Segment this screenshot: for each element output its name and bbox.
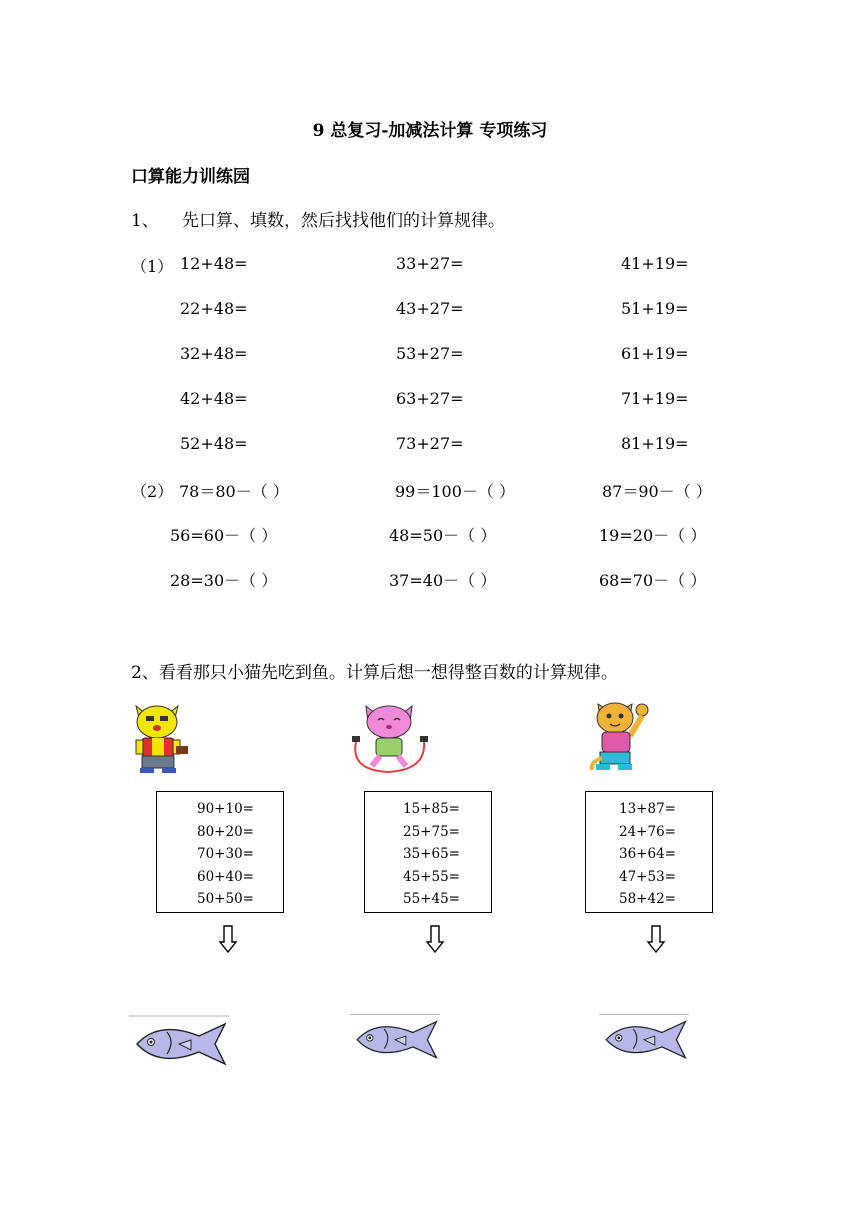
equation: 63+27= xyxy=(396,389,464,408)
equation: 52+48= xyxy=(180,434,248,453)
equation: 15+85= xyxy=(403,801,460,817)
fill-blank[interactable]: 19=20－（ ） xyxy=(599,526,707,545)
fill-blank[interactable]: 56=60－（ ） xyxy=(170,526,278,545)
pink-cat-jump-rope-icon xyxy=(348,700,432,776)
equation: 71+19= xyxy=(621,389,689,408)
fill-blank[interactable]: 78＝80－（ ） xyxy=(179,482,289,501)
yellow-cat-icon xyxy=(128,700,192,776)
part1-label: （1） xyxy=(131,257,174,276)
hollow-down-arrow-icon xyxy=(646,924,666,954)
q1-number: 1、 xyxy=(131,211,159,231)
equation: 51+19= xyxy=(621,299,689,318)
orange-cat-waving-icon xyxy=(586,696,656,776)
equation: 24+76= xyxy=(619,823,676,840)
q1-instruction: 先口算、填数，然后找找他们的计算规律。 xyxy=(182,211,505,231)
equation: 22+48= xyxy=(180,299,248,318)
sum-box-1 xyxy=(156,791,284,913)
fish-icon xyxy=(129,1014,229,1068)
equation: 32+48= xyxy=(180,344,248,363)
fill-blank[interactable]: 99＝100－（ ） xyxy=(395,482,515,501)
fill-blank[interactable]: 37=40－（ ） xyxy=(389,571,497,590)
fill-blank[interactable]: 28=30－（ ） xyxy=(170,571,278,590)
equation: 55+45= xyxy=(403,891,460,907)
fish-icon xyxy=(350,1010,440,1064)
equation: 12+48= xyxy=(180,254,248,273)
equation: 45+55= xyxy=(403,868,460,885)
section-title: 口算能力训练园 xyxy=(131,167,250,187)
equation: 90+10= xyxy=(197,801,254,817)
fill-blank[interactable]: 68=70－（ ） xyxy=(599,571,707,590)
sum-box-3 xyxy=(585,791,713,913)
fish-icon xyxy=(599,1010,689,1064)
equation: 61+19= xyxy=(621,344,689,363)
page-title: 9 总复习-加减法计算 专项练习 xyxy=(312,121,548,141)
equation: 58+42= xyxy=(619,891,676,907)
equation: 53+27= xyxy=(396,344,464,363)
equation: 35+65= xyxy=(403,846,460,862)
equation: 81+19= xyxy=(621,434,689,453)
equation: 25+75= xyxy=(403,823,460,840)
sum-box-2 xyxy=(364,791,492,913)
fill-blank[interactable]: 48=50－（ ） xyxy=(389,526,497,545)
hollow-down-arrow-icon xyxy=(425,924,445,954)
equation: 36+64= xyxy=(619,846,676,862)
fill-blank[interactable]: 87＝90－（ ） xyxy=(602,482,712,501)
equation: 41+19= xyxy=(621,254,689,273)
equation: 43+27= xyxy=(396,299,464,318)
equation: 70+30= xyxy=(197,846,254,862)
hollow-down-arrow-icon xyxy=(218,924,238,954)
equation: 73+27= xyxy=(396,434,464,453)
equation: 60+40= xyxy=(197,868,254,885)
equation: 42+48= xyxy=(180,389,248,408)
part2-label: （2） xyxy=(131,482,174,501)
equation: 13+87= xyxy=(619,801,676,817)
equation: 47+53= xyxy=(619,868,676,885)
q2-instruction: 2、看看那只小猫先吃到鱼。计算后想一想得整百数的计算规律。 xyxy=(131,663,618,683)
equation: 80+20= xyxy=(197,823,254,840)
equation: 50+50= xyxy=(197,891,254,907)
equation: 33+27= xyxy=(396,254,464,273)
